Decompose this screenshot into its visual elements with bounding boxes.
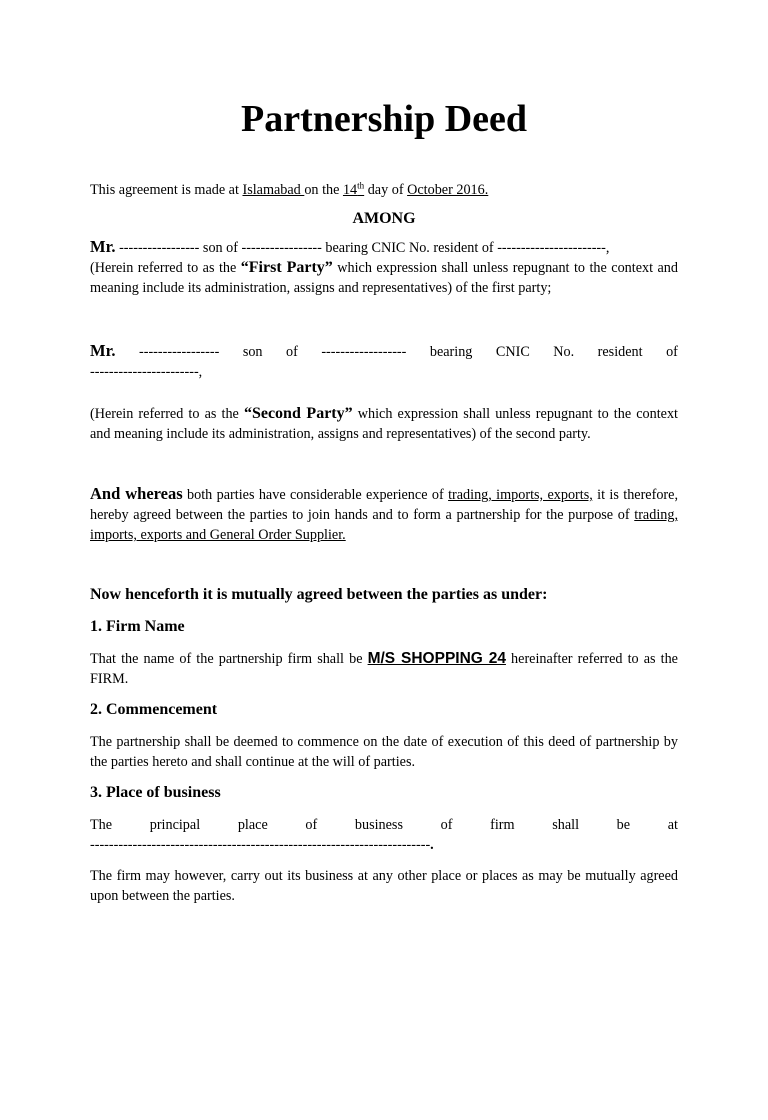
section3-dot: . (430, 837, 434, 853)
first-party-text-after: which expression shall unless repugnant to the context and meaning include its administration, assigns and representatives) of the first party; (90, 260, 678, 296)
intro-text: This agreement is made at (90, 182, 243, 198)
second-party-word: of (286, 344, 298, 360)
section3-body: The firm may however, carry out its business at any other place or places as may be mutually agreed upon between the parties. (90, 868, 678, 904)
intro-day-suffix: th (357, 180, 365, 191)
second-party-line1 (90, 341, 678, 362)
first-party-quote: “First Party” (240, 259, 333, 276)
section1-heading: 1. Firm Name (90, 618, 185, 635)
first-party-description (90, 258, 678, 298)
section3-word: be (616, 817, 631, 833)
whereas-paragraph (90, 484, 678, 545)
section1-text-before: That the name of the partnership firm shall be (90, 651, 368, 667)
second-party-word: son (242, 344, 263, 360)
intro-text-day: on the (304, 182, 343, 198)
section1-body (90, 649, 678, 689)
section2-body: The partnership shall be deemed to commence on the date of execution of this deed of partnership by the parties hereto and shall continue at the will of parties. (90, 734, 678, 770)
whereas-underline1: trading, imports, exports, (448, 487, 593, 503)
section3-word: principal (149, 817, 201, 833)
whereas-text1: both parties have considerable experience of (182, 487, 449, 503)
section3-line1 (90, 815, 678, 835)
document-title: Partnership Deed (240, 98, 528, 140)
document-page (0, 96, 768, 1120)
second-party-word: No. (553, 344, 575, 360)
section3-word: at (667, 817, 678, 833)
second-party-text-before: (Herein referred to as the (90, 406, 244, 422)
whereas-text2: it is therefore, hereby agreed between the parties to join hands and to form a partnership for the purpose of (90, 487, 678, 523)
intro-day-number: 14 (342, 182, 358, 198)
second-party-word: bearing (429, 344, 473, 360)
whereas-lead: And whereas (90, 484, 183, 503)
second-party-line2: -----------------------, (90, 364, 203, 380)
first-party-line1-rest: ----------------- son of ----------------- bearing CNIC No. resident of -----------------------, (115, 240, 610, 256)
section3-word: The (90, 817, 113, 833)
intro-text-date: day of (364, 182, 408, 198)
section2-heading: 2. Commencement (90, 701, 218, 718)
intro-paragraph (90, 180, 678, 200)
second-party-description (90, 404, 678, 444)
section3-word: firm (490, 817, 515, 833)
section3-line2 (90, 835, 678, 855)
section1-text-after: hereinafter referred to as the FIRM. (90, 651, 678, 687)
second-party-mr: Mr. (90, 341, 116, 360)
section3-word: business (354, 817, 403, 833)
intro-place: Islamabad (242, 182, 305, 198)
firm-name: M/S SHOPPING 24 (367, 650, 506, 667)
intro-day (343, 182, 364, 198)
intro-month-year: October 2016. (407, 182, 489, 198)
section3-word: shall (552, 817, 580, 833)
agreed-heading: Now henceforth it is mutually agreed between the parties as under: (90, 586, 548, 603)
second-party-word: CNIC (495, 344, 530, 360)
first-party-mr: Mr. (90, 237, 116, 256)
section3-word: of (305, 817, 318, 833)
first-party-text-before: (Herein referred to as the (90, 260, 241, 276)
section3-dashes: ------------------------------------------------------------------------ (90, 837, 431, 853)
second-party-word: ----------------- (139, 344, 220, 360)
second-party-text-after: which expression shall unless repugnant to the context and meaning include its administration, assigns and representatives) of the second party. (90, 406, 678, 442)
first-party-line1 (90, 237, 678, 258)
second-party-quote: “Second Party” (243, 405, 353, 422)
among-heading: AMONG (352, 210, 416, 227)
second-party-word: resident (597, 344, 643, 360)
section3-word: place (237, 817, 268, 833)
whereas-underline2: trading, imports, exports and General Order Supplier. (90, 507, 678, 543)
section3-heading: 3. Place of business (90, 784, 221, 801)
second-party-word: ------------------ (321, 344, 407, 360)
section3-word: of (440, 817, 453, 833)
second-party-word: of (666, 344, 678, 360)
